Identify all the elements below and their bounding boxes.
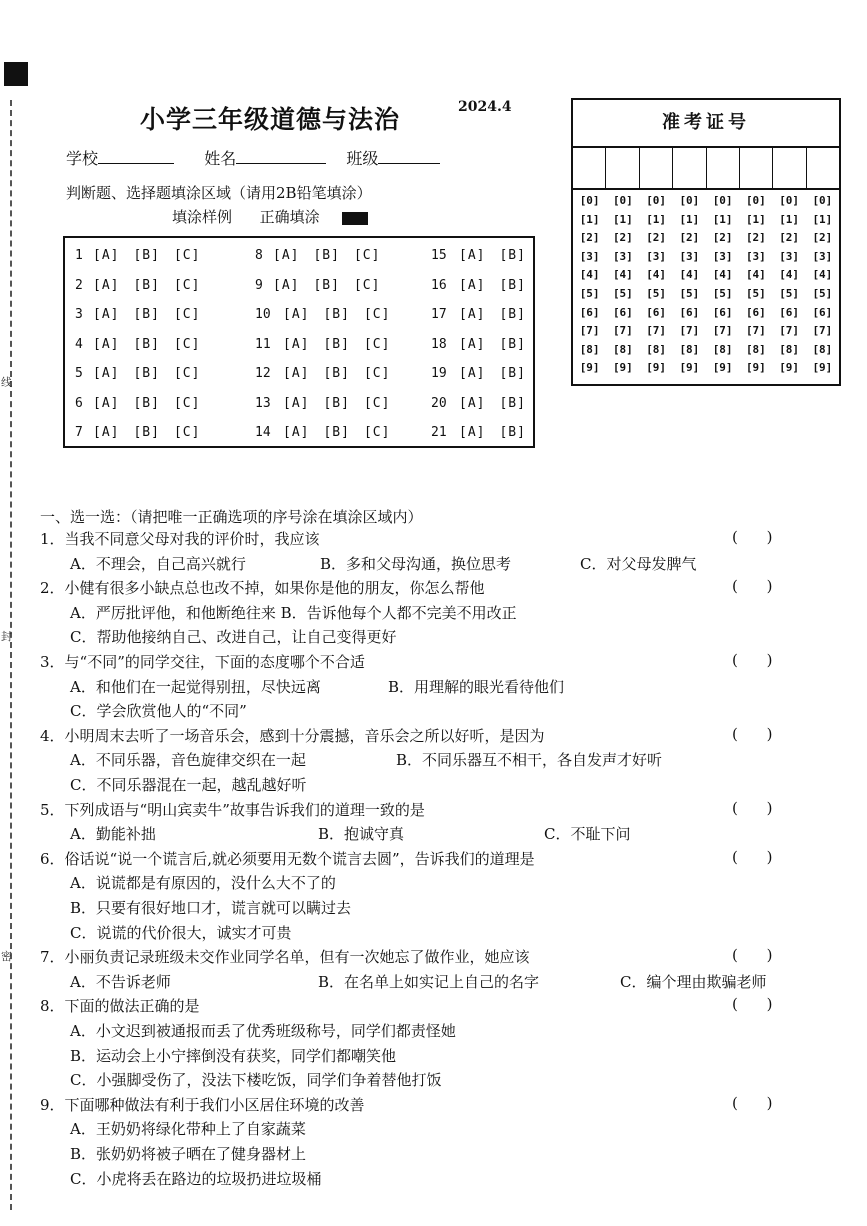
digit-bubble[interactable]: [2]: [612, 231, 633, 245]
question-option: B．张奶奶将被子晒在了健身器材上: [70, 1145, 307, 1163]
answer-bubble[interactable]: [B]: [323, 395, 350, 411]
admission-cell[interactable]: [707, 148, 740, 188]
digit-bubble[interactable]: [6]: [579, 305, 600, 319]
digit-bubble[interactable]: [3]: [712, 249, 733, 263]
answer-paren-3[interactable]: ( ): [732, 651, 773, 669]
digit-bubble[interactable]: [4]: [712, 268, 733, 282]
answer-paren-4[interactable]: ( ): [732, 724, 773, 743]
answer-number: 18: [431, 336, 447, 352]
answer-bubble[interactable]: [C]: [353, 277, 381, 293]
question-option: B．运动会上小宁摔倒没有获奖，同学们都嘲笑他: [70, 1046, 397, 1065]
answer-number: 7: [75, 425, 83, 440]
digit-bubble[interactable]: [9]: [712, 361, 733, 375]
answer-bubble[interactable]: [A]: [283, 425, 310, 440]
answer-bubble[interactable]: [A]: [93, 366, 120, 381]
digit-bubble[interactable]: [7]: [679, 324, 700, 338]
digit-bubble[interactable]: [8]: [612, 342, 633, 356]
question-stem-7: 7．小丽负责记录班级未交作业同学名单，但有一次她忘了做作业，她应该: [40, 948, 530, 967]
question-option: A．勤能补拙: [70, 825, 156, 844]
admission-cell[interactable]: [807, 148, 839, 188]
question-option: A．王奶奶将绿化带种上了自家蔬菜: [70, 1120, 306, 1139]
question-option: C．说谎的代价很大，诚实才可贵: [70, 923, 292, 942]
admission-digit-column: [606, 192, 639, 378]
answer-bubble[interactable]: [C]: [363, 425, 391, 440]
answer-bubble[interactable]: [B]: [313, 277, 340, 293]
digit-bubble[interactable]: [1]: [612, 212, 633, 226]
digit-bubble[interactable]: [4]: [612, 268, 633, 282]
answer-paren-7[interactable]: ( ): [732, 946, 773, 965]
digit-bubble[interactable]: [7]: [712, 324, 733, 338]
digit-bubble[interactable]: [1]: [712, 212, 733, 226]
question-option: C．不同乐器混在一起，越乱越好听: [70, 776, 307, 794]
question-option: A．和他们在一起觉得别扭，尽快远离: [70, 677, 321, 696]
admission-cell[interactable]: [573, 148, 606, 188]
digit-bubble[interactable]: [1]: [679, 212, 700, 226]
admission-title: 准考证号: [573, 100, 839, 148]
digit-bubble[interactable]: [4]: [679, 268, 700, 282]
answer-number: 5: [75, 366, 83, 381]
answer-number: 21: [431, 425, 447, 440]
question-option: B．用理解的眼光看待他们: [388, 677, 565, 696]
answer-bubble[interactable]: [A]: [273, 248, 300, 263]
digit-bubble[interactable]: [3]: [579, 249, 600, 263]
digit-bubble[interactable]: [9]: [779, 361, 800, 375]
digit-bubble[interactable]: [3]: [646, 249, 667, 263]
digit-bubble[interactable]: [1]: [579, 212, 600, 226]
digit-bubble[interactable]: [7]: [779, 324, 800, 338]
name-blank[interactable]: [236, 149, 326, 164]
question-stem-3: 3．与“不同”的同学交往，下面的态度哪个不合适: [40, 653, 365, 671]
answer-item-2: [75, 278, 214, 293]
answer-paren-5[interactable]: ( ): [732, 798, 773, 817]
answer-number: 10: [255, 307, 271, 322]
digit-bubble[interactable]: [8]: [646, 342, 667, 356]
question-option: B．抱诚守真: [318, 825, 405, 844]
digit-bubble[interactable]: [7]: [579, 324, 600, 338]
answer-bubble[interactable]: [B]: [323, 425, 350, 440]
answer-number: 4: [75, 336, 83, 352]
answer-bubble[interactable]: [A]: [459, 425, 486, 440]
answer-item-18: [431, 337, 540, 352]
answer-bubble[interactable]: [C]: [173, 307, 201, 322]
admission-digit-grid: [573, 192, 839, 378]
digit-bubble[interactable]: [8]: [679, 342, 700, 356]
digit-bubble[interactable]: [5]: [712, 286, 733, 300]
admission-cell[interactable]: [640, 148, 673, 188]
fill-area-title: 判断题、选择题填涂区域（请用2B铅笔填涂）: [66, 184, 372, 202]
answer-number: 17: [431, 307, 447, 322]
question-option: C．小强脚受伤了，没法下楼吃饭，同学们争着替他打饭: [70, 1071, 442, 1090]
digit-bubble[interactable]: [2]: [745, 231, 766, 245]
answer-bubble[interactable]: [A]: [459, 277, 486, 293]
answer-sheet: [63, 236, 535, 448]
answer-bubble[interactable]: [A]: [459, 366, 486, 381]
digit-bubble[interactable]: [6]: [646, 305, 667, 319]
answer-item-15: [431, 248, 540, 263]
question-stem-1: 1．当我不同意父母对我的评价时，我应该: [40, 530, 320, 548]
answer-bubble[interactable]: [B]: [323, 366, 350, 381]
question-option: C．对父母发脾气: [580, 554, 697, 573]
answer-bubble[interactable]: [C]: [363, 307, 391, 322]
question-stem-4: 4．小明周末去听了一场音乐会，感到十分震撼，音乐会之所以好听，是因为: [40, 726, 545, 745]
digit-bubble[interactable]: [9]: [612, 361, 633, 375]
question-option: C．不耻下问: [544, 825, 631, 844]
digit-bubble[interactable]: [3]: [779, 249, 800, 263]
answer-item-10: [255, 307, 404, 322]
answer-bubble[interactable]: [C]: [173, 248, 201, 263]
digit-bubble[interactable]: [6]: [679, 305, 700, 319]
answer-item-9: [255, 278, 394, 293]
digit-bubble[interactable]: [2]: [679, 231, 700, 245]
answer-number: 19: [431, 366, 447, 381]
answer-bubble[interactable]: [A]: [459, 307, 486, 322]
answer-bubble[interactable]: [B]: [133, 425, 160, 440]
correct-fill-sample: [342, 212, 368, 225]
digit-bubble[interactable]: [4]: [646, 268, 667, 282]
question-option: A．不告诉老师: [70, 972, 171, 991]
answer-number: 2: [75, 277, 83, 293]
question-option: B．多和父母沟通，换位思考: [320, 554, 512, 573]
answer-number: 16: [431, 277, 447, 293]
digit-bubble[interactable]: [5]: [779, 286, 800, 300]
answer-bubble[interactable]: [B]: [499, 425, 526, 440]
admission-cell[interactable]: [773, 148, 806, 188]
side-mark-secret: 密: [1, 950, 12, 963]
answer-paren-8[interactable]: ( ): [732, 995, 773, 1014]
digit-bubble[interactable]: [1]: [779, 212, 800, 226]
answer-paren-6[interactable]: ( ): [732, 847, 773, 866]
answer-paren-1[interactable]: ( ): [732, 528, 773, 546]
answer-bubble[interactable]: [A]: [283, 366, 310, 381]
admission-number-box: [571, 98, 841, 386]
digit-bubble[interactable]: [7]: [812, 324, 833, 338]
exam-date: 2024.4: [458, 99, 512, 115]
digit-bubble[interactable]: [1]: [812, 212, 833, 226]
answer-item-6: [75, 396, 214, 411]
answer-bubble[interactable]: [A]: [283, 336, 310, 352]
answer-bubble[interactable]: [B]: [133, 248, 160, 263]
admission-digit-column: [739, 192, 772, 378]
answer-bubble[interactable]: [A]: [93, 307, 120, 322]
answer-bubble[interactable]: [C]: [173, 366, 201, 381]
question-stem-8: 8．下面的做法正确的是: [40, 997, 200, 1016]
digit-bubble[interactable]: [9]: [646, 361, 667, 375]
section-title: 一、选一选：（请把唯一正确选项的序号涂在填涂区域内）: [40, 508, 423, 526]
question-option: B．在名单上如实记上自己的名字: [318, 972, 540, 991]
admission-write-cells: [573, 148, 839, 190]
answer-paren-2[interactable]: ( ): [732, 577, 773, 596]
class-blank[interactable]: [378, 149, 440, 164]
digit-bubble[interactable]: [1]: [646, 212, 667, 226]
school-label: 学校: [66, 149, 99, 168]
digit-bubble[interactable]: [8]: [745, 342, 766, 356]
question-option: A．小文迟到被通报而丢了优秀班级称号，同学们都责怪她: [70, 1022, 456, 1040]
admission-digit-column: [706, 192, 739, 378]
digit-bubble[interactable]: [4]: [745, 268, 766, 282]
answer-item-17: [431, 307, 540, 322]
digit-bubble[interactable]: [0]: [646, 194, 667, 207]
answer-number: 12: [255, 366, 271, 381]
answer-item-7: [75, 425, 214, 440]
answer-item-20: [431, 396, 540, 411]
answer-bubble[interactable]: [C]: [173, 425, 201, 440]
digit-bubble[interactable]: [7]: [745, 324, 766, 338]
class-label: 班级: [346, 149, 379, 168]
correct-fill-label: 正确填涂: [259, 208, 320, 226]
digit-bubble[interactable]: [5]: [812, 286, 833, 300]
digit-bubble[interactable]: [9]: [745, 361, 766, 375]
answer-bubble[interactable]: [C]: [363, 366, 391, 381]
digit-bubble[interactable]: [0]: [779, 194, 800, 207]
digit-bubble[interactable]: [5]: [612, 286, 633, 300]
answer-item-5: [75, 366, 214, 381]
fill-sample-label: 填涂样例: [172, 208, 233, 226]
answer-item-14: [255, 425, 404, 440]
digit-bubble[interactable]: [7]: [646, 324, 667, 338]
digit-bubble[interactable]: [5]: [579, 286, 600, 300]
school-blank[interactable]: [98, 149, 174, 164]
answer-bubble[interactable]: [B]: [499, 307, 526, 322]
question-stem-2: 2．小健有很多小缺点总也改不掉，如果你是他的朋友，你怎么帮他: [40, 579, 485, 598]
admission-digit-column: [640, 192, 673, 378]
seal-dashed-line: [10, 100, 12, 1210]
admission-cell[interactable]: [673, 148, 706, 188]
answer-bubble[interactable]: [A]: [93, 395, 120, 411]
digit-bubble[interactable]: [0]: [612, 194, 633, 207]
answer-bubble[interactable]: [B]: [133, 277, 160, 293]
question-option: C．编个理由欺骗老师: [620, 972, 767, 991]
answer-paren-9[interactable]: ( ): [732, 1093, 773, 1112]
answer-bubble[interactable]: [A]: [459, 248, 486, 263]
name-label: 姓名: [204, 149, 237, 168]
digit-bubble[interactable]: [6]: [745, 305, 766, 319]
digit-bubble[interactable]: [5]: [679, 286, 700, 300]
admission-digit-column: [806, 192, 839, 378]
digit-bubble[interactable]: [5]: [646, 286, 667, 300]
answer-bubble[interactable]: [A]: [93, 277, 120, 293]
digit-bubble[interactable]: [0]: [679, 194, 700, 207]
answer-bubble[interactable]: [B]: [499, 277, 526, 293]
question-stem-9: 9．下面哪种做法有利于我们小区居住环境的改善: [40, 1095, 365, 1114]
digit-bubble[interactable]: [9]: [679, 361, 700, 375]
page-title: 小学三年级道德与法治: [140, 105, 401, 134]
admission-cell[interactable]: [740, 148, 773, 188]
answer-bubble[interactable]: [A]: [459, 336, 486, 352]
digit-bubble[interactable]: [6]: [812, 305, 833, 319]
question-option: B．不同乐器互不相干，各自发声才好听: [396, 751, 663, 770]
answer-item-1: [75, 248, 214, 263]
digit-bubble[interactable]: [3]: [612, 249, 633, 263]
answer-number: 20: [431, 395, 447, 411]
digit-bubble[interactable]: [2]: [646, 231, 667, 245]
answer-item-21: [431, 425, 540, 440]
admission-digit-column: [773, 192, 806, 378]
digit-bubble[interactable]: [6]: [779, 305, 800, 319]
answer-bubble[interactable]: [A]: [273, 277, 300, 293]
answer-item-19: [431, 366, 540, 381]
digit-bubble[interactable]: [3]: [812, 249, 833, 263]
answer-number: 15: [431, 248, 447, 263]
digit-bubble[interactable]: [3]: [679, 249, 700, 263]
answer-bubble[interactable]: [A]: [93, 336, 120, 352]
answer-bubble[interactable]: [A]: [93, 248, 120, 263]
digit-bubble[interactable]: [9]: [579, 361, 600, 375]
question-option: C．小虎将丢在路边的垃圾扔进垃圾桶: [70, 1169, 322, 1188]
answer-item-12: [255, 366, 404, 381]
answer-bubble[interactable]: [A]: [459, 395, 486, 411]
question-stem-5: 5．下列成语与“明山宾卖牛”故事告诉我们的道理一致的是: [40, 800, 425, 819]
answer-bubble[interactable]: [B]: [133, 395, 160, 411]
answer-bubble[interactable]: [C]: [363, 336, 391, 352]
digit-bubble[interactable]: [7]: [612, 324, 633, 338]
answer-number: 13: [255, 395, 271, 411]
digit-bubble[interactable]: [8]: [712, 342, 733, 356]
answer-number: 6: [75, 395, 83, 411]
answer-bubble[interactable]: [A]: [283, 307, 310, 322]
answer-bubble[interactable]: [C]: [173, 277, 201, 293]
digit-bubble[interactable]: [4]: [812, 268, 833, 282]
answer-number: 1: [75, 248, 83, 263]
answer-number: 9: [255, 277, 263, 293]
question-option: C．学会欣赏他人的“不同”: [70, 702, 247, 721]
answer-bubble[interactable]: [B]: [323, 307, 350, 322]
digit-bubble[interactable]: [8]: [779, 342, 800, 356]
question-option: A．不同乐器，音色旋律交织在一起: [70, 751, 306, 770]
answer-bubble[interactable]: [B]: [499, 395, 526, 411]
question-option: A．严厉批评他，和他断绝往来 B．告诉他每个人都不完美不用改正: [70, 603, 517, 622]
answer-bubble[interactable]: [B]: [499, 248, 526, 263]
question-option: B．只要有很好地口才，谎言就可以瞒过去: [70, 899, 352, 917]
digit-bubble[interactable]: [4]: [779, 268, 800, 282]
answer-bubble[interactable]: [B]: [499, 366, 526, 381]
side-mark-line: 线: [1, 376, 12, 389]
digit-bubble[interactable]: [4]: [579, 268, 600, 282]
answer-bubble[interactable]: [A]: [283, 395, 310, 411]
digit-bubble[interactable]: [2]: [579, 231, 600, 245]
answer-item-8: [255, 248, 394, 263]
answer-number: 11: [255, 336, 271, 352]
digit-bubble[interactable]: [0]: [745, 194, 766, 207]
answer-bubble[interactable]: [C]: [353, 248, 381, 263]
alignment-mark: [4, 62, 28, 86]
digit-bubble[interactable]: [2]: [779, 231, 800, 245]
side-mark-seal: 封: [1, 630, 12, 643]
answer-bubble[interactable]: [A]: [93, 425, 120, 440]
admission-cell[interactable]: [606, 148, 639, 188]
digit-bubble[interactable]: [5]: [745, 286, 766, 300]
answer-bubble[interactable]: [B]: [133, 366, 160, 381]
question-option: C．帮助他接纳自己、改进自己，让自己变得更好: [70, 628, 397, 647]
answer-number: 8: [255, 248, 263, 263]
question-stem-6: 6．俗话说“说一个谎言后,就必须要用无数个谎言去圆”，告诉我们的道理是: [40, 849, 535, 868]
answer-number: 3: [75, 307, 83, 322]
answer-bubble[interactable]: [C]: [173, 336, 201, 352]
question-option: A．说谎都是有原因的，没什么大不了的: [70, 874, 336, 893]
answer-number: 14: [255, 425, 271, 440]
answer-item-16: [431, 278, 540, 293]
digit-bubble[interactable]: [1]: [745, 212, 766, 226]
digit-bubble[interactable]: [2]: [812, 231, 833, 245]
answer-item-13: [255, 396, 404, 411]
digit-bubble[interactable]: [0]: [579, 194, 600, 207]
answer-item-11: [255, 337, 404, 352]
admission-digit-column: [573, 192, 606, 378]
answer-item-3: [75, 307, 214, 322]
digit-bubble[interactable]: [0]: [712, 194, 733, 207]
answer-item-4: [75, 337, 214, 352]
answer-bubble[interactable]: [C]: [173, 395, 201, 411]
digit-bubble[interactable]: [6]: [712, 305, 733, 319]
digit-bubble[interactable]: [6]: [612, 305, 633, 319]
answer-bubble[interactable]: [B]: [323, 336, 350, 352]
digit-bubble[interactable]: [8]: [812, 342, 833, 356]
answer-bubble[interactable]: [B]: [313, 248, 340, 263]
digit-bubble[interactable]: [2]: [712, 231, 733, 245]
answer-bubble[interactable]: [B]: [499, 336, 526, 352]
admission-digit-column: [673, 192, 706, 378]
question-option: A．不理会，自己高兴就行: [70, 554, 246, 573]
digit-bubble[interactable]: [9]: [812, 361, 833, 375]
digit-bubble[interactable]: [0]: [812, 194, 833, 207]
answer-bubble[interactable]: [C]: [363, 395, 391, 411]
digit-bubble[interactable]: [3]: [745, 249, 766, 263]
fill-sample-row: [172, 206, 368, 227]
digit-bubble[interactable]: [8]: [579, 342, 600, 356]
answer-bubble[interactable]: [B]: [133, 307, 160, 322]
student-info-row: [66, 146, 440, 169]
answer-bubble[interactable]: [B]: [133, 336, 160, 352]
